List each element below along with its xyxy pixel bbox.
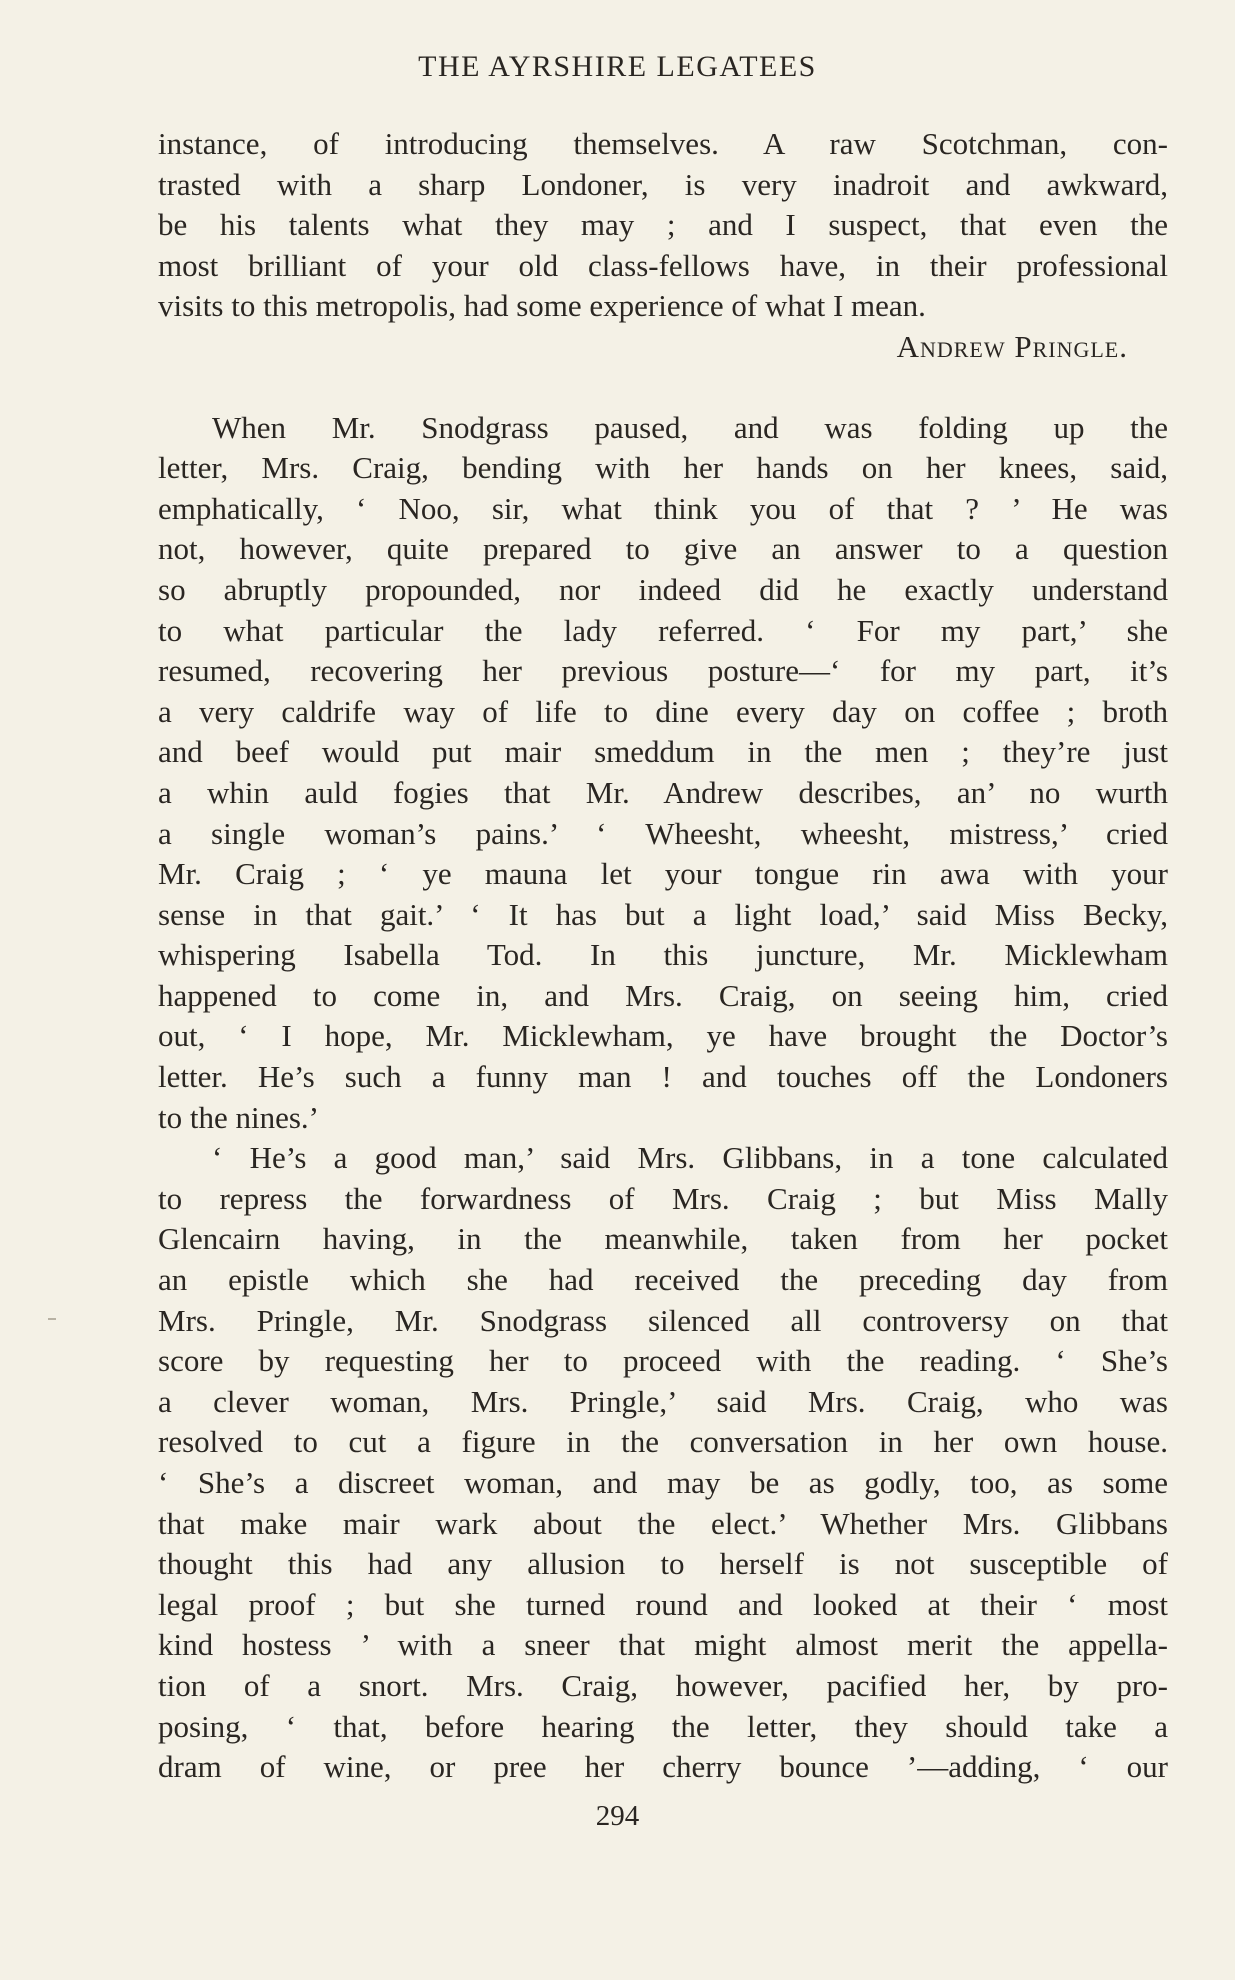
margin-mark — [48, 1318, 56, 1320]
text-line: happened to come in, and Mrs. Craig, on seeing him, cried — [158, 977, 1168, 1013]
text-line: be his talents what they may ; and I suspect, that even the — [158, 207, 1168, 243]
text-line: trasted with a sharp Londoner, is very inadroit and awkward, — [158, 166, 1168, 202]
text-line: Mr. Craig ; ‘ ye mauna let your tongue rin awa with your — [158, 856, 1168, 892]
text-line: resumed, recovering her previous posture—‘ for my part, it’s — [158, 653, 1168, 689]
text-line: whispering Isabella Tod. In this juncture, Mr. Micklewham — [158, 937, 1168, 973]
letter-signature: Andrew Pringle. — [896, 328, 1128, 364]
text-line: posing, ‘ that, before hearing the letter, they should take a — [158, 1708, 1168, 1744]
letter-closing — [158, 124, 1168, 368]
text-line: most brilliant of your old class-fellows have, in their professional — [158, 247, 1168, 283]
text-line: to what particular the lady referred. ‘ For my part,’ she — [158, 612, 1168, 648]
text-line: sense in that gait.’ ‘ It has but a light load,’ said Miss Becky, — [158, 896, 1168, 932]
text-line: resolved to cut a figure in the conversation in her own house. — [158, 1424, 1168, 1460]
text-line: Mrs. Pringle, Mr. Snodgrass silenced all controversy on that — [158, 1302, 1168, 1338]
running-head: THE AYRSHIRE LEGATEES — [418, 50, 817, 83]
text-line: letter, Mrs. Craig, bending with her hands on her knees, said, — [158, 450, 1168, 486]
text-line: a whin auld fogies that Mr. Andrew describes, an’ no wurth — [158, 774, 1168, 810]
text-line: out, ‘ I hope, Mr. Micklewham, ye have brought the Doctor’s — [158, 1018, 1168, 1054]
text-line: instance, of introducing themselves. A raw Scotchman, con- — [158, 126, 1168, 161]
text-line: dram of wine, or pree her cherry bounce ’—adding, ‘ our — [158, 1749, 1168, 1785]
text-line: Glencairn having, in the meanwhile, taken from her pocket — [158, 1221, 1168, 1257]
text-line: letter. He’s such a funny man ! and touches off the Londoners — [158, 1059, 1168, 1095]
text-line: to repress the forwardness of Mrs. Craig ; but Miss Mally — [158, 1180, 1168, 1216]
text-line: thought this had any allusion to herself is not susceptible of — [158, 1546, 1168, 1582]
text-line: When Mr. Snodgrass paused, and was folding up the — [212, 409, 1168, 445]
text-line: a clever woman, Mrs. Pringle,’ said Mrs. Craig, who was — [158, 1383, 1168, 1419]
text-line: kind hostess ’ with a sneer that might almost merit the appella- — [158, 1627, 1168, 1663]
section-gap — [158, 368, 1168, 408]
text-line: legal proof ; but she turned round and looked at their ‘ most — [158, 1586, 1168, 1622]
paragraph — [158, 1138, 1168, 1788]
body-text — [158, 124, 1168, 1788]
text-line: so abruptly propounded, nor indeed did he exactly understand — [158, 571, 1168, 607]
text-line: a very caldrife way of life to dine every day on coffee ; broth — [158, 693, 1168, 729]
text-line: not, however, quite prepared to give an answer to a question — [158, 531, 1168, 567]
text-line: ‘ She’s a discreet woman, and may be as godly, too, as some — [158, 1465, 1168, 1500]
text-line: emphatically, ‘ Noo, sir, what think you of that ? ’ He was — [158, 490, 1168, 526]
text-line: tion of a snort. Mrs. Craig, however, pacified her, by pro- — [158, 1667, 1168, 1703]
paragraph — [158, 408, 1168, 1139]
text-line: that make mair wark about the elect.’ Whether Mrs. Glibbans — [158, 1505, 1168, 1541]
text-line: an epistle which she had received the preceding day from — [158, 1262, 1168, 1298]
text-line: ‘ He’s a good man,’ said Mrs. Glibbans, in a tone calculated — [212, 1140, 1168, 1176]
text-line: score by requesting her to proceed with the reading. ‘ She’s — [158, 1343, 1168, 1379]
text-line: and beef would put mair smeddum in the men ; they’re just — [158, 734, 1168, 770]
text-line: a single woman’s pains.’ ‘ Wheesht, wheesht, mistress,’ cried — [158, 815, 1168, 851]
page-number: 294 — [595, 1800, 640, 1832]
text-line: visits to this metropolis, had some experience of what I mean. — [158, 288, 926, 324]
text-line: to the nines.’ — [158, 1099, 319, 1135]
